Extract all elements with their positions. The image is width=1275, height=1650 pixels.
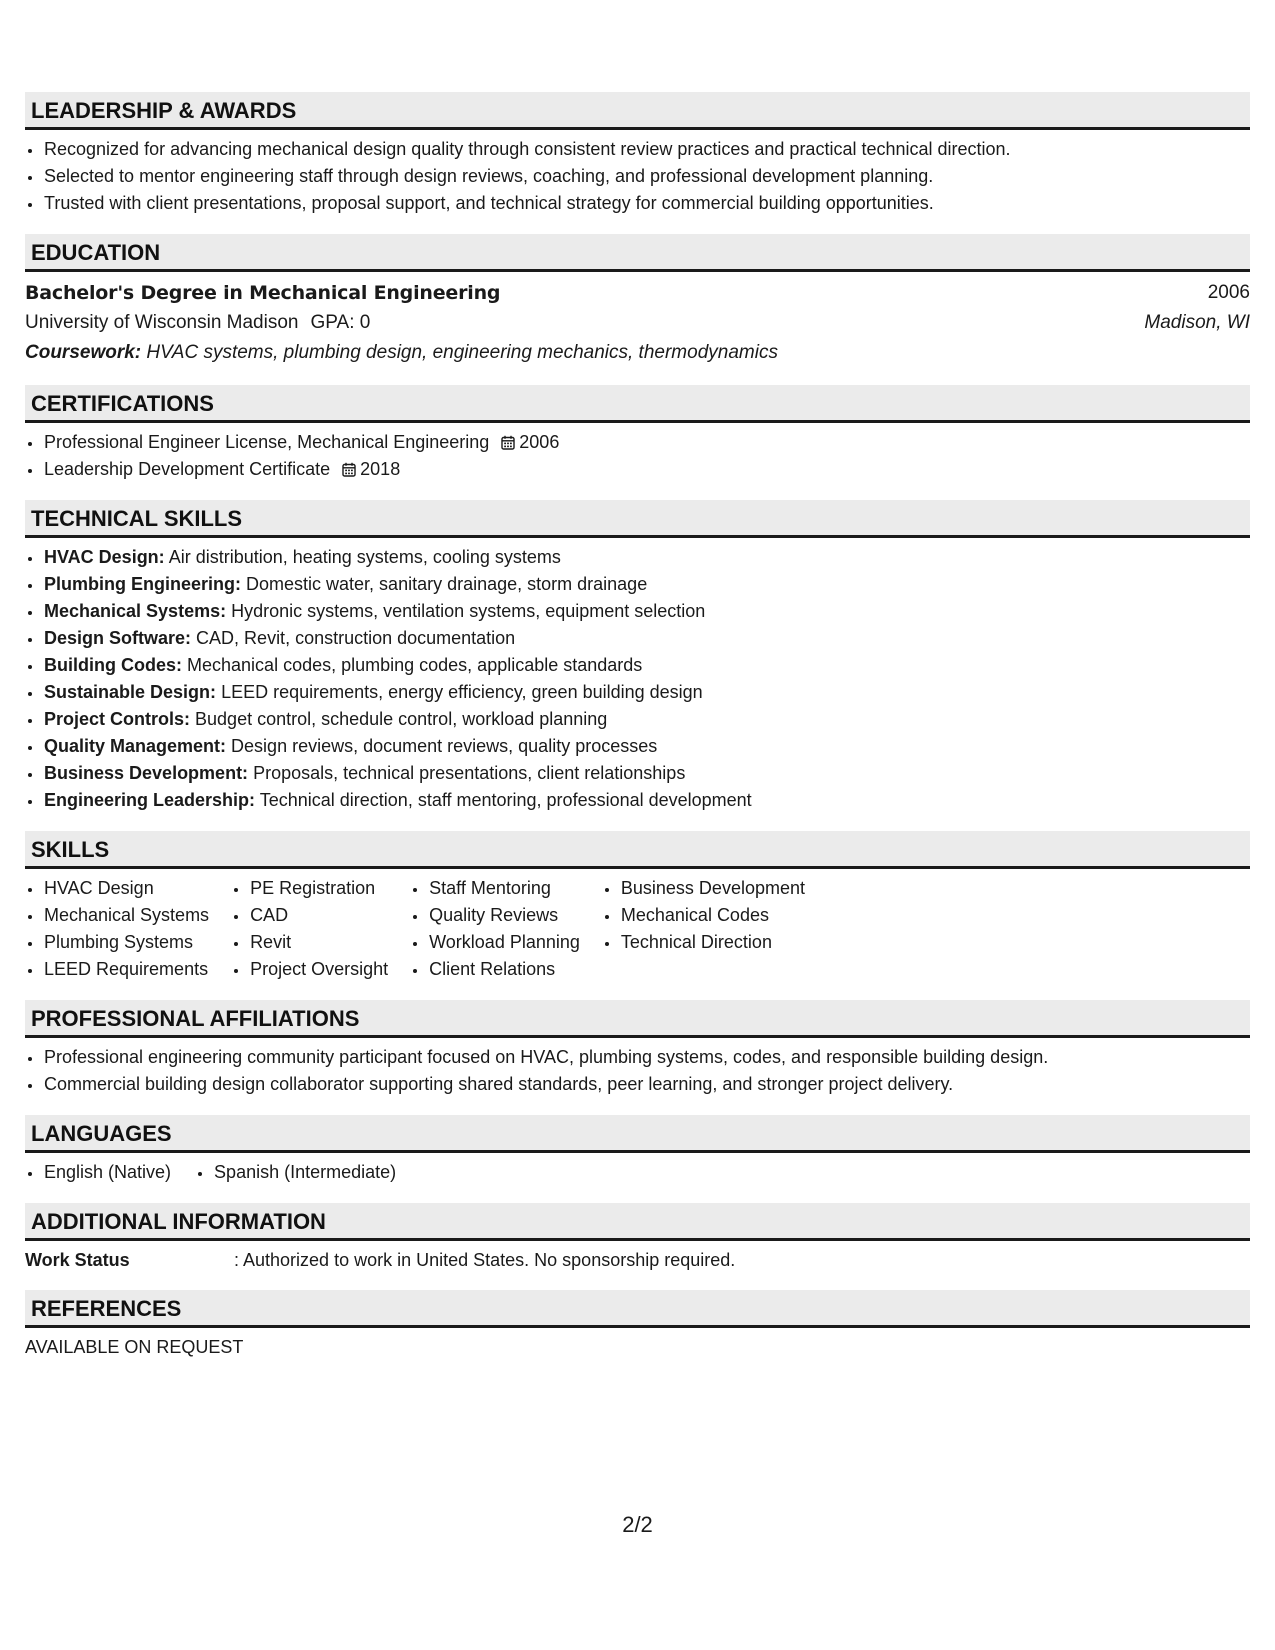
certification-item — [43, 429, 1250, 456]
skill-text: LEED requirements, energy efficiency, green building design — [221, 682, 703, 702]
list-item: • Mechanical Systems — [43, 902, 209, 929]
list-item: • LEED Requirements — [43, 956, 209, 983]
skill-label: Sustainable Design: — [44, 682, 217, 702]
list-item: • Revit — [249, 929, 388, 956]
list-item — [43, 544, 1250, 571]
calendar-icon — [342, 462, 356, 477]
skills-column — [602, 875, 805, 983]
certification-item — [43, 456, 1250, 483]
work-status-label: Work Status — [25, 1250, 130, 1270]
work-status-value: : Authorized to work in United States. No sponsorship required. — [234, 1250, 736, 1270]
certification-date: 2006 — [519, 432, 560, 452]
list-item: • Professional engineering community participant focused on HVAC, plumbing systems, codes, and responsible building design. — [43, 1044, 1250, 1071]
section-heading: EDUCATION — [25, 234, 1250, 272]
list-item: • Staff Mentoring — [428, 875, 580, 902]
certification-date-wrap — [501, 432, 559, 452]
list-item: • PE Registration — [249, 875, 388, 902]
skill-text: Domestic water, sanitary drainage, storm drainage — [246, 574, 648, 594]
technical-skills-list — [25, 544, 1250, 814]
certification-name: Leadership Development Certificate — [44, 459, 331, 479]
certification-name: Professional Engineer License, Mechanical Engineering — [44, 432, 490, 452]
skill-label: Engineering Leadership: — [44, 790, 256, 810]
skill-label: HVAC Design: — [44, 547, 165, 567]
list-item: • Trusted with client presentations, proposal support, and technical strategy for commercial building opportunities. — [43, 190, 1250, 217]
school-location: Madison, WI — [1144, 312, 1250, 333]
language-item: • English (Native) — [43, 1159, 171, 1186]
section-heading: LANGUAGES — [25, 1115, 1250, 1153]
skill-text: Design reviews, document reviews, quality processes — [231, 736, 658, 756]
skill-text: CAD, Revit, construction documentation — [196, 628, 516, 648]
language-item: • Spanish (Intermediate) — [213, 1159, 396, 1186]
section-heading: TECHNICAL SKILLS — [25, 500, 1250, 538]
skills-column — [25, 875, 209, 983]
certifications-section — [25, 385, 1250, 483]
coursework — [25, 338, 1250, 368]
section-heading: PROFESSIONAL AFFILIATIONS — [25, 1000, 1250, 1038]
list-item — [43, 733, 1250, 760]
coursework-text: HVAC systems, plumbing design, engineering mechanics, thermodynamics — [146, 342, 778, 363]
list-item — [43, 760, 1250, 787]
skill-label: Project Controls: — [44, 709, 191, 729]
list-item: • Mechanical Codes — [620, 902, 805, 929]
section-heading: LEADERSHIP & AWARDS — [25, 92, 1250, 130]
skill-label: Design Software: — [44, 628, 192, 648]
gpa: GPA: 0 — [310, 312, 371, 333]
affiliations-list — [25, 1044, 1250, 1098]
list-item — [43, 598, 1250, 625]
list-item — [43, 706, 1250, 733]
languages-row — [25, 1159, 1250, 1186]
skill-text: Hydronic systems, ventilation systems, equipment selection — [231, 601, 706, 621]
list-item: • Technical Direction — [620, 929, 805, 956]
leadership-section — [25, 92, 1250, 217]
education-school-row — [25, 308, 1250, 338]
skills-section — [25, 831, 1250, 983]
skill-text: Air distribution, heating systems, cooling systems — [168, 547, 561, 567]
skills-grid — [25, 875, 1250, 983]
list-item: • Quality Reviews — [428, 902, 580, 929]
list-item: • Business Development — [620, 875, 805, 902]
section-heading: ADDITIONAL INFORMATION — [25, 1203, 1250, 1241]
section-heading: CERTIFICATIONS — [25, 385, 1250, 423]
certification-date-wrap — [342, 459, 400, 479]
technical-skills-section — [25, 500, 1250, 814]
certifications-list — [25, 429, 1250, 483]
references-text: AVAILABLE ON REQUEST — [25, 1337, 244, 1357]
school-name: University of Wisconsin Madison — [25, 312, 299, 333]
school-info — [25, 308, 370, 338]
references-section — [25, 1290, 1250, 1360]
work-status-row — [25, 1247, 1250, 1273]
skill-text: Technical direction, staff mentoring, professional development — [259, 790, 752, 810]
education-section — [25, 234, 1250, 368]
skill-label: Plumbing Engineering: — [44, 574, 241, 594]
list-item — [43, 571, 1250, 598]
degree-title: Bachelor's Degree in Mechanical Engineering — [25, 282, 501, 304]
list-item: • Recognized for advancing mechanical design quality through consistent review practices and practical technical direction. — [43, 136, 1250, 163]
graduation-year: 2006 — [1207, 282, 1250, 303]
leadership-list — [25, 136, 1250, 217]
list-item: • Commercial building design collaborator supporting shared standards, peer learning, and stronger project delivery. — [43, 1071, 1250, 1098]
education-degree-row — [25, 278, 1250, 308]
skill-text: Proposals, technical presentations, client relationships — [253, 763, 686, 783]
skill-text: Budget control, schedule control, workload planning — [195, 709, 608, 729]
languages-list — [25, 1159, 171, 1186]
section-heading: SKILLS — [25, 831, 1250, 869]
list-item: • Client Relations — [428, 956, 580, 983]
list-item: • Selected to mentor engineering staff through design reviews, coaching, and professional development planning. — [43, 163, 1250, 190]
skill-label: Mechanical Systems: — [44, 601, 227, 621]
skill-text: Mechanical codes, plumbing codes, applicable standards — [187, 655, 643, 675]
languages-section — [25, 1115, 1250, 1186]
list-item: • HVAC Design — [43, 875, 209, 902]
list-item: • Plumbing Systems — [43, 929, 209, 956]
affiliations-section — [25, 1000, 1250, 1098]
list-item: • Workload Planning — [428, 929, 580, 956]
coursework-label: Coursework: — [25, 342, 142, 363]
resume-page — [25, 92, 1250, 1377]
list-item: • Project Oversight — [249, 956, 388, 983]
skill-label: Building Codes: — [44, 655, 182, 675]
section-heading: REFERENCES — [25, 1290, 1250, 1328]
skill-label: Business Development: — [44, 763, 249, 783]
skill-label: Quality Management: — [44, 736, 227, 756]
page-number: 2/2 — [622, 1512, 653, 1537]
list-item — [43, 787, 1250, 814]
certification-date: 2018 — [360, 459, 401, 479]
list-item — [43, 652, 1250, 679]
additional-info-section — [25, 1203, 1250, 1273]
list-item — [43, 679, 1250, 706]
list-item: • CAD — [249, 902, 388, 929]
skills-column — [410, 875, 580, 983]
languages-list — [195, 1159, 396, 1186]
calendar-icon — [501, 435, 515, 450]
list-item — [43, 625, 1250, 652]
skills-column — [231, 875, 388, 983]
